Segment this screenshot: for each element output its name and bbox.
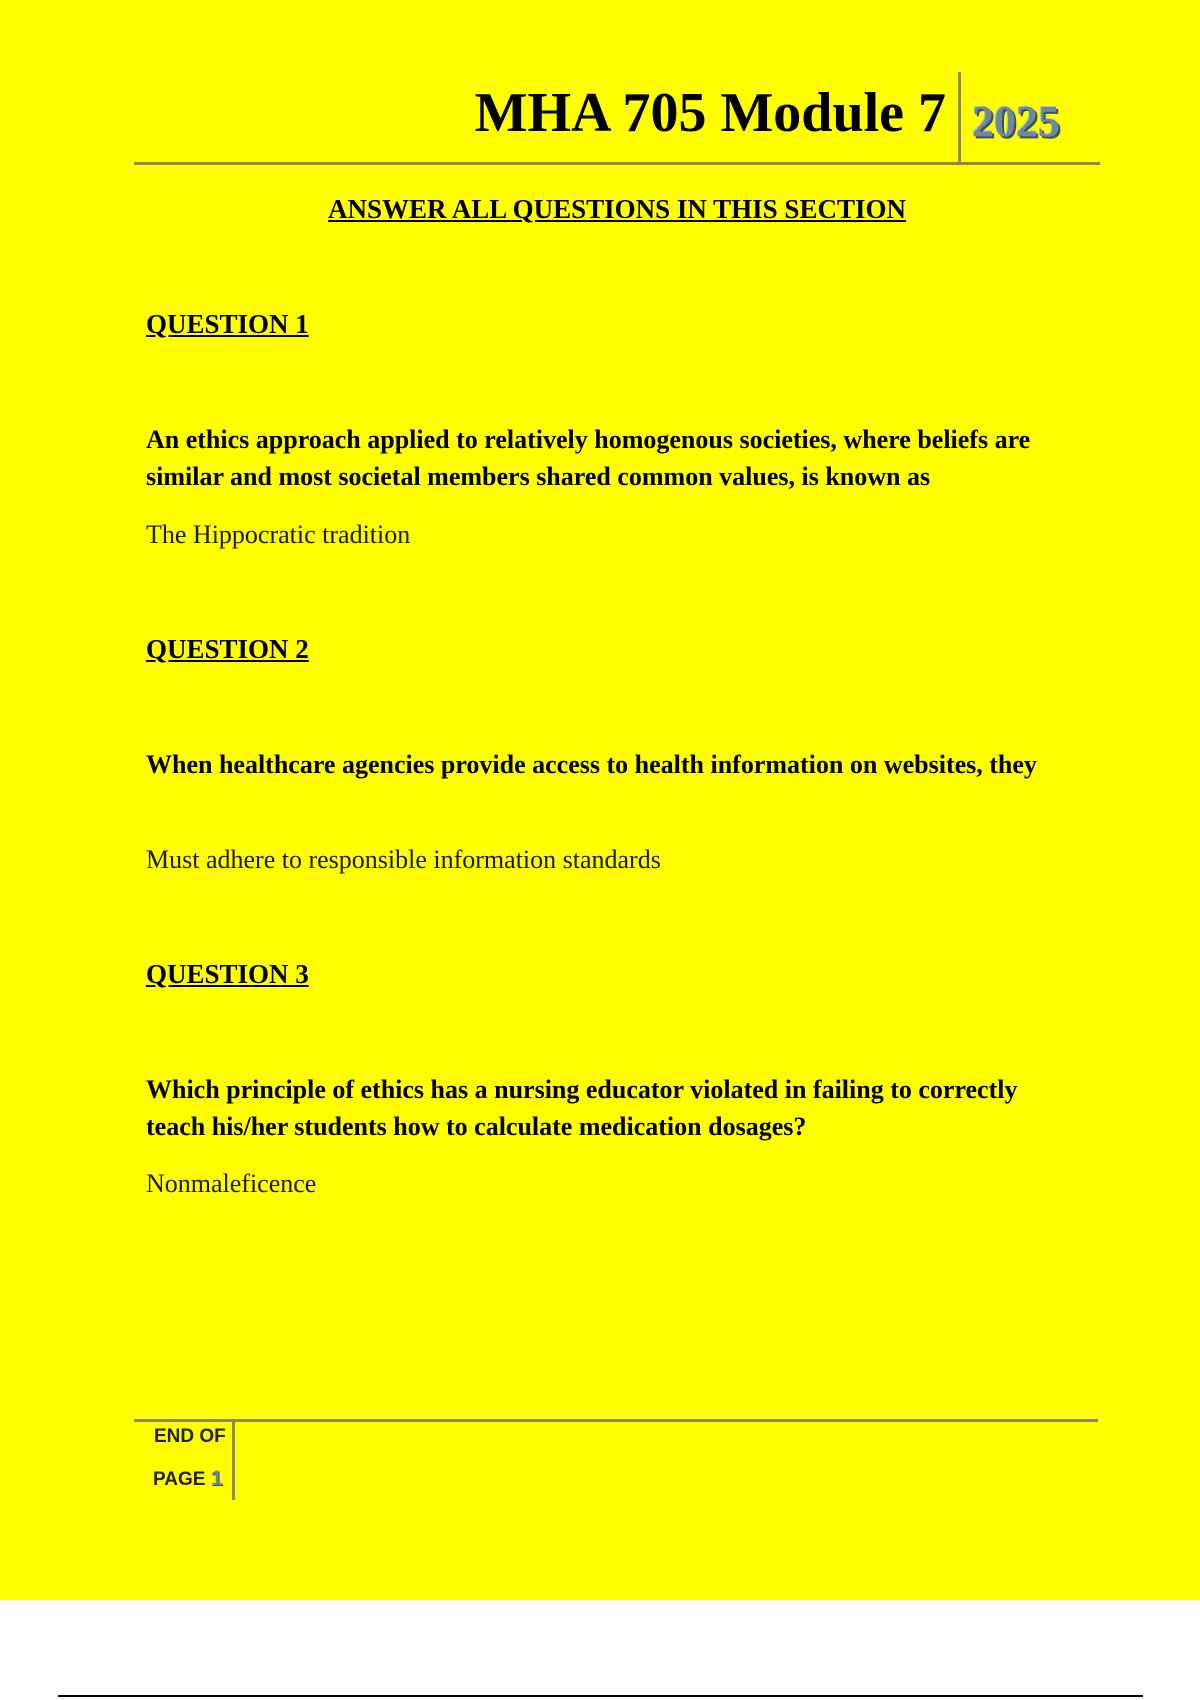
- section-heading: ANSWER ALL QUESTIONS IN THIS SECTION: [328, 194, 906, 224]
- footer-page: [153, 1466, 222, 1493]
- question-2-answer: Must adhere to responsible information standards: [146, 845, 661, 874]
- question-1-label: QUESTION 1: [146, 309, 309, 339]
- bottom-rule: [58, 1695, 1143, 1697]
- footer-page-number: 1: [210, 1467, 223, 1490]
- header-divider: [958, 72, 961, 164]
- question-1-text: An ethics approach applied to relatively homogenous societies, where beliefs are similar and most societal members shared common values, is known as: [146, 425, 1031, 491]
- document-title: MHA 705 Module 7: [474, 82, 946, 144]
- header-rule: [134, 162, 1100, 165]
- footer-divider: [232, 1421, 235, 1500]
- header-year: 2025: [972, 97, 1060, 146]
- footer-rule: [134, 1419, 1098, 1422]
- footer-page-label: PAGE: [153, 1469, 206, 1490]
- question-3-label: QUESTION 3: [146, 959, 309, 989]
- question-1-answer: The Hippocratic tradition: [146, 520, 411, 549]
- footer-end-of: END OF: [154, 1426, 226, 1447]
- question-3-answer: Nonmaleficence: [146, 1169, 317, 1198]
- question-2-label: QUESTION 2: [146, 634, 309, 664]
- question-3-text: Which principle of ethics has a nursing educator violated in failing to correctly teach his/her students how to calculate medication dosages?: [146, 1075, 1018, 1141]
- question-2-text: When healthcare agencies provide access to health information on websites, they: [146, 750, 1037, 779]
